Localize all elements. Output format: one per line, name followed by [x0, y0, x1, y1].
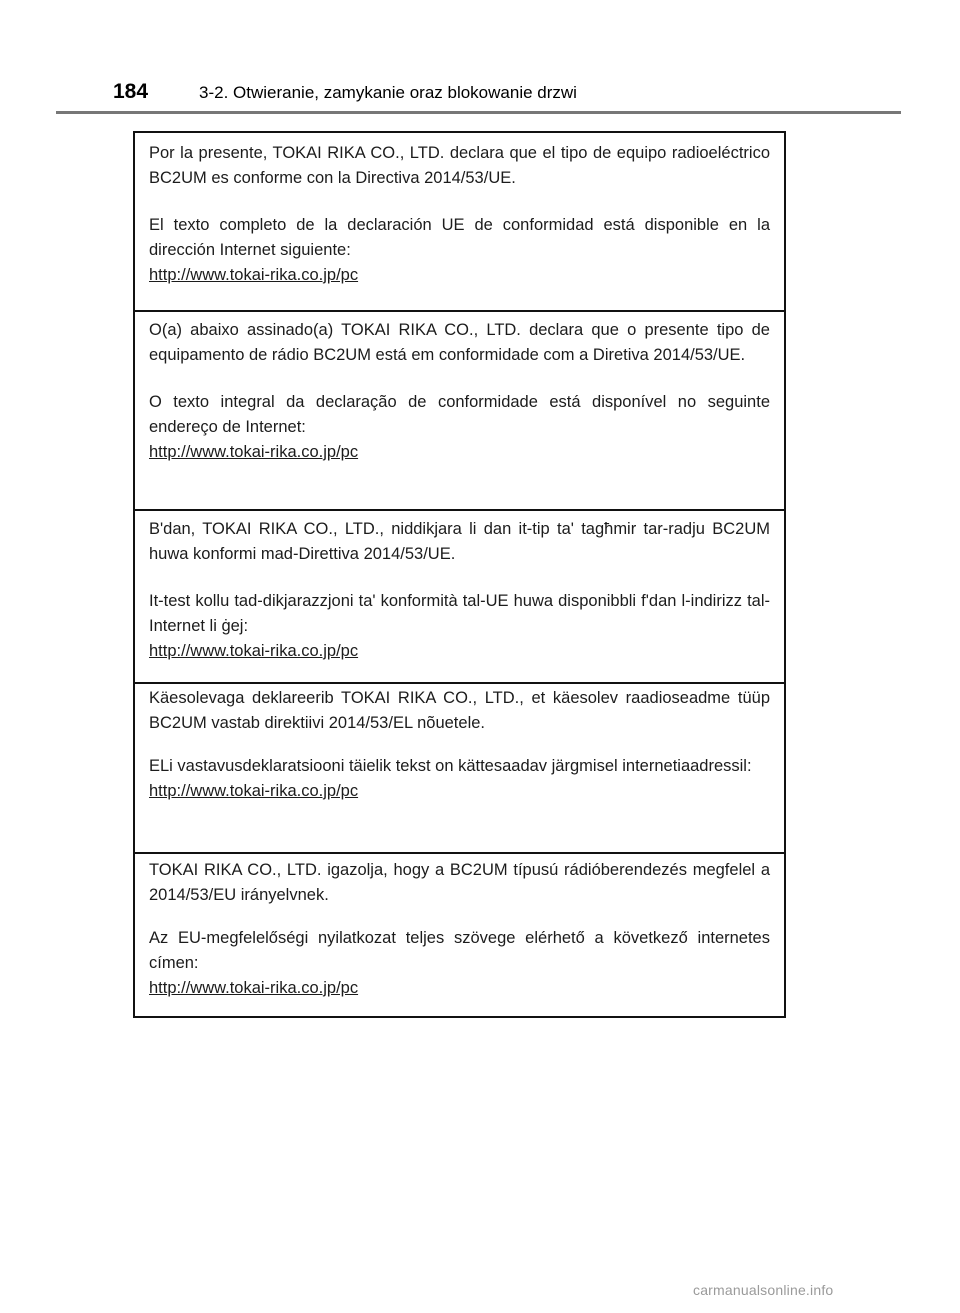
declaration-estonian — [135, 682, 784, 852]
declaration-spanish — [135, 133, 784, 310]
section-title: 3-2. Otwieranie, zamykanie oraz blokowanie drzwi — [199, 83, 577, 102]
declaration-maltese — [135, 509, 784, 682]
declaration-statement: B'dan, TOKAI RIKA CO., LTD., niddikjara li dan it-tip ta' tagħmir tar-radju BC2UM huwa konformi mad-Direttiva 2014/53/UE. — [149, 520, 770, 563]
declaration-url-link[interactable]: http://www.tokai-rika.co.jp/pc — [149, 443, 359, 461]
page-number: 184 — [113, 80, 149, 103]
declaration-availability: El texto completo de la declaración UE de conformidad está disponible en la dirección Internet siguiente: — [149, 216, 770, 259]
declaration-url-link[interactable]: http://www.tokai-rika.co.jp/pc — [149, 979, 359, 997]
declaration-url-link[interactable]: http://www.tokai-rika.co.jp/pc — [149, 642, 359, 660]
declaration-availability: ELi vastavusdeklaratsiooni täielik tekst on kättesaadav järgmisel internetiaadressil: — [149, 757, 752, 775]
page-header — [0, 0, 960, 116]
declaration-hungarian — [135, 852, 784, 1018]
declaration-availability: It-test kollu tad-dikjarazzjoni ta' konformità tal-UE huwa disponibbli f'dan l-indirizz tal-Internet li ġej: — [149, 592, 770, 635]
header-divider — [56, 111, 901, 114]
declaration-url-link[interactable]: http://www.tokai-rika.co.jp/pc — [149, 782, 359, 800]
declaration-portuguese — [135, 310, 784, 509]
declaration-statement: Por la presente, TOKAI RIKA CO., LTD. declara que el tipo de equipo radioeléctrico BC2UM es conforme con la Directiva 2014/53/UE. — [149, 144, 770, 187]
declaration-table — [133, 131, 786, 1018]
declaration-statement: O(a) abaixo assinado(a) TOKAI RIKA CO., LTD. declara que o presente tipo de equipamento de rádio BC2UM está em conformidade com a Diretiva 2014/53/UE. — [149, 321, 770, 364]
declaration-statement: Käesolevaga deklareerib TOKAI RIKA CO., LTD., et käesolev raadioseadme tüüp BC2UM vastab direktiivi 2014/53/EL nõuetele. — [149, 689, 770, 732]
declaration-availability: O texto integral da declaração de conformidade está disponível no seguinte endereço de Internet: — [149, 393, 770, 436]
declaration-statement: TOKAI RIKA CO., LTD. igazolja, hogy a BC2UM típusú rádióberendezés megfelel a 2014/53/EU irányelvnek. — [149, 861, 770, 904]
declaration-url-link[interactable]: http://www.tokai-rika.co.jp/pc — [149, 266, 359, 284]
declaration-availability: Az EU-megfelelőségi nyilatkozat teljes szövege elérhető a következő internetes címen: — [149, 929, 770, 972]
site-watermark: carmanualsonline.info — [693, 1282, 834, 1298]
